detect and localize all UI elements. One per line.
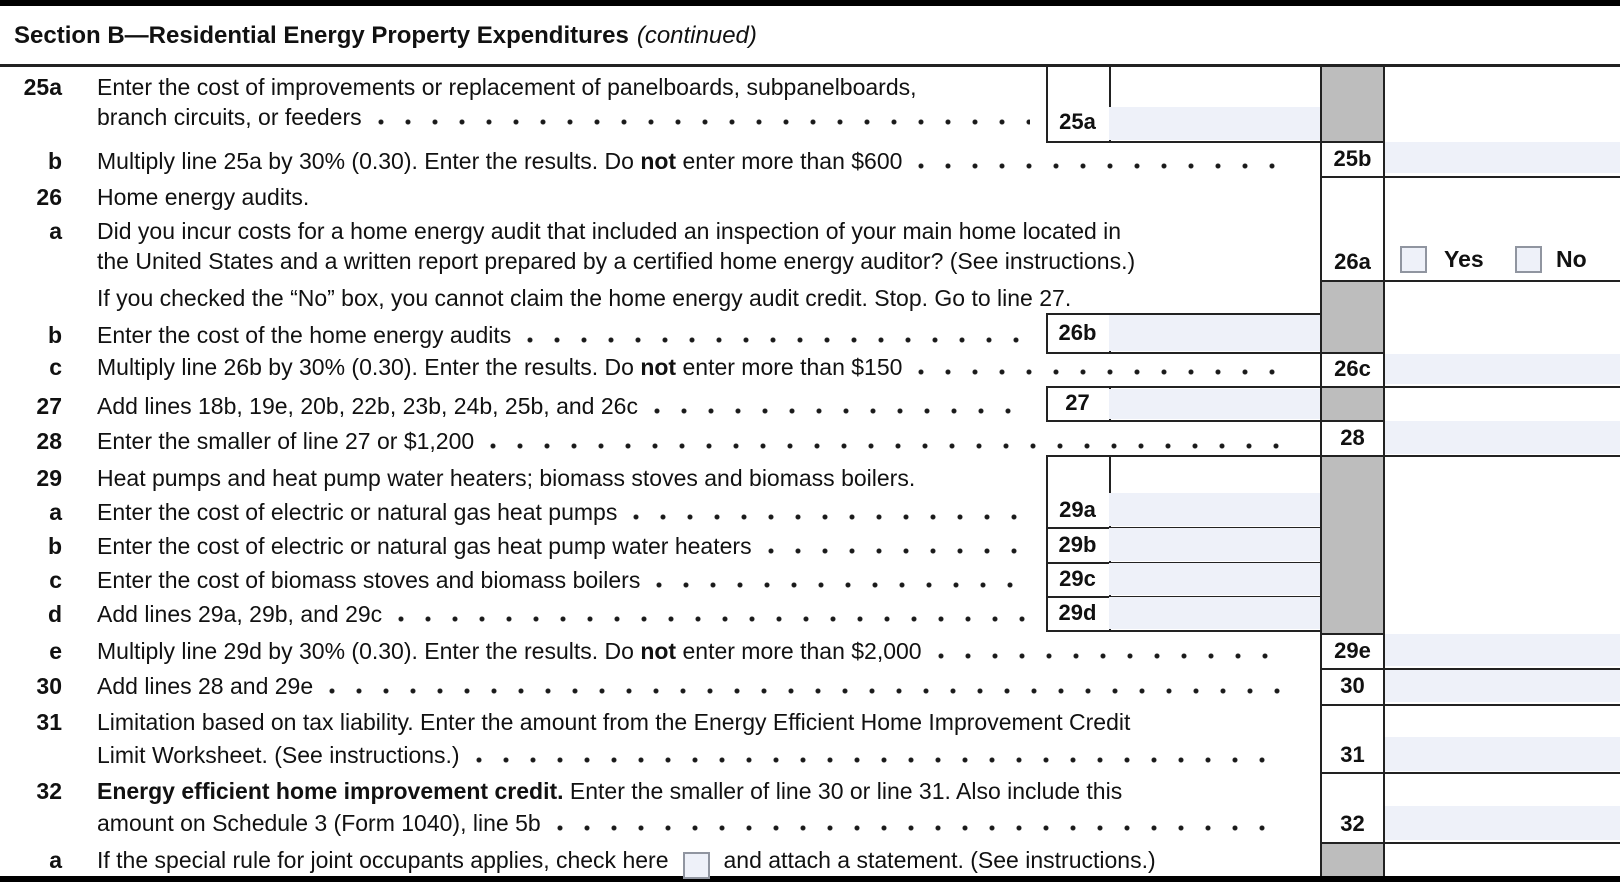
desc-31-line1 — [97, 709, 1130, 736]
dot-leader — [654, 408, 1030, 414]
dot-leader — [398, 616, 1030, 622]
desc-text: Enter the smaller of line 27 or $1,200 — [97, 428, 475, 454]
desc-32-line2 — [97, 810, 1295, 837]
line-number-25b: b — [47, 148, 62, 174]
line-number-26a: a — [49, 218, 62, 244]
box-label-27: 27 — [1065, 390, 1090, 415]
desc-text: Did you incur costs for a home energy audit that included an inspection of your main home located in — [97, 218, 1122, 244]
desc-text: Limit Worksheet. (See instructions.) — [97, 742, 460, 768]
top-border — [0, 0, 1620, 6]
line-number-31: 31 — [36, 709, 62, 735]
grid-hline — [1320, 772, 1620, 774]
line-number-32: 32 — [36, 778, 62, 804]
desc-29b — [97, 533, 1040, 560]
box-label-25b: 25b — [1333, 145, 1372, 171]
shaded-cell — [1322, 67, 1383, 141]
desc-text: amount on Schedule 3 (Form 1040), line 5b — [97, 810, 541, 836]
desc-26 — [97, 184, 309, 211]
desc-text: enter more than $2,000 — [676, 638, 922, 664]
amount-field-26b[interactable] — [1109, 315, 1320, 351]
amount-field-29e[interactable] — [1385, 634, 1620, 666]
shaded-cell — [1322, 282, 1383, 352]
line-number-32a: a — [49, 847, 62, 873]
no-checkbox-label: No — [1556, 246, 1587, 272]
desc-text: Enter the cost of improvements or replacement of panelboards, subpanelboards, — [97, 74, 917, 100]
amount-field-29a[interactable] — [1109, 493, 1320, 526]
box-label-25a: 25a — [1059, 109, 1096, 134]
no-checkbox-26a[interactable] — [1515, 246, 1542, 273]
desc-32-line1 — [97, 778, 1122, 805]
dot-leader — [656, 582, 1030, 588]
yes-checkbox-26a[interactable] — [1400, 246, 1427, 273]
box-label-29c: 29c — [1059, 566, 1096, 591]
desc-text: Multiply line 25a by 30% (0.30). Enter the results. Do — [97, 148, 641, 174]
desc-29e — [97, 638, 1295, 665]
dot-leader — [768, 548, 1030, 554]
desc-29a — [97, 499, 1040, 526]
desc-text: Heat pumps and heat pump water heaters; biomass stoves and biomass boilers. — [97, 465, 916, 491]
dot-leader — [378, 119, 1030, 125]
desc-text: Add lines 18b, 19e, 20b, 22b, 23b, 24b, 25b, and 26c — [97, 393, 638, 419]
line-number-26c: c — [49, 354, 62, 380]
desc-32a — [97, 847, 1156, 874]
amount-field-27[interactable] — [1109, 389, 1320, 419]
grid-hline — [1320, 704, 1620, 706]
amount-field-29b[interactable] — [1109, 528, 1320, 561]
desc-text: Multiply line 29d by 30% (0.30). Enter the results. Do — [97, 638, 641, 664]
dot-leader — [527, 337, 1030, 343]
desc-text: Enter the cost of electric or natural gas heat pump water heaters — [97, 533, 752, 559]
shaded-cell — [1322, 388, 1383, 420]
desc-text: If the special rule for joint occupants applies, check here — [97, 847, 669, 873]
line-number-25a: 25a — [23, 74, 62, 100]
shaded-cell — [1322, 457, 1383, 633]
dot-leader — [329, 688, 1285, 694]
box-label-26a: 26a — [1334, 248, 1371, 274]
amount-field-28[interactable] — [1385, 421, 1620, 454]
desc-text-bold: not — [640, 638, 677, 664]
dot-leader — [490, 443, 1285, 449]
note-26 — [97, 285, 1071, 312]
line-number-30: 30 — [36, 673, 62, 699]
desc-29 — [97, 465, 915, 492]
desc-26a-line1 — [97, 218, 1121, 245]
box-label-26c: 26c — [1334, 356, 1371, 381]
desc-27 — [97, 393, 1040, 420]
desc-text: Add lines 28 and 29e — [97, 673, 314, 699]
desc-29c — [97, 567, 1040, 594]
box-label-29b: 29b — [1058, 531, 1097, 557]
line-number-29d: d — [47, 601, 62, 627]
desc-25b — [97, 148, 1295, 175]
box-label-28: 28 — [1340, 424, 1365, 450]
dot-leader — [476, 757, 1285, 763]
desc-26c — [97, 354, 1295, 381]
line-number-27: 27 — [36, 393, 62, 419]
dot-leader — [918, 369, 1285, 375]
dot-leader — [938, 653, 1285, 659]
desc-text: Enter the cost of electric or natural gas heat pumps — [97, 499, 618, 525]
amount-field-29d[interactable] — [1109, 597, 1320, 629]
desc-text: Enter the smaller of line 30 or line 31. Also include this — [563, 778, 1123, 804]
desc-text: enter more than $600 — [676, 148, 903, 174]
amount-field-31[interactable] — [1385, 737, 1620, 771]
desc-26b — [97, 322, 1040, 349]
desc-text-bold: not — [640, 354, 677, 380]
line-number-29c: c — [49, 567, 62, 593]
desc-28 — [97, 428, 1295, 455]
desc-text: Limitation based on tax liability. Enter the amount from the Energy Efficient Home Improvement Credit — [97, 709, 1131, 735]
dot-leader — [918, 163, 1285, 169]
dot-leader — [557, 825, 1285, 831]
desc-31-line2 — [97, 742, 1295, 769]
desc-text-bold: not — [640, 148, 677, 174]
desc-text: Home energy audits. — [97, 184, 310, 210]
line-number-26: 26 — [36, 184, 62, 210]
desc-text-bold: Energy efficient home improvement credit. — [97, 778, 564, 804]
desc-text: and attach a statement. (See instructions.) — [723, 847, 1156, 873]
box-label-32: 32 — [1340, 811, 1365, 836]
line-number-29e: e — [49, 638, 62, 664]
desc-text: branch circuits, or feeders — [97, 104, 362, 130]
yes-checkbox-label: Yes — [1444, 246, 1484, 272]
dot-leader — [633, 514, 1030, 520]
desc-text: Enter the cost of the home energy audits — [97, 322, 512, 348]
amount-field-32[interactable] — [1385, 806, 1620, 840]
box-label-29a: 29a — [1059, 496, 1096, 522]
line-number-29b: b — [47, 533, 62, 559]
line-number-29a: a — [49, 499, 62, 525]
bottom-border — [0, 876, 1620, 882]
box-label-29d: 29d — [1058, 600, 1097, 625]
joint-occupants-checkbox[interactable] — [683, 852, 710, 879]
amount-field-25a[interactable] — [1109, 107, 1320, 140]
grid-hline — [1320, 176, 1620, 178]
desc-text: Add lines 29a, 29b, and 29c — [97, 601, 383, 627]
amount-field-25b[interactable] — [1385, 142, 1620, 173]
box-label-29e: 29e — [1334, 637, 1371, 663]
desc-text: the United States and a written report prepared by a certified home energy auditor? (See instructions.) — [97, 248, 1136, 274]
amount-field-30[interactable] — [1385, 670, 1620, 702]
desc-text: Enter the cost of biomass stoves and biomass boilers — [97, 567, 641, 593]
note-text: If you checked the “No” box, you cannot claim the home energy audit credit. Stop. Go to line 27. — [97, 285, 1072, 311]
desc-25a-line2 — [97, 104, 1040, 131]
box-label-30: 30 — [1340, 673, 1365, 698]
section-title: Section B—Residential Energy Property Expenditures — [14, 22, 629, 49]
desc-26a-line2 — [97, 248, 1135, 275]
amount-field-26c[interactable] — [1385, 354, 1620, 384]
section-header — [14, 22, 757, 50]
shaded-cell — [1322, 844, 1383, 876]
grid-hline — [1046, 630, 1320, 632]
line-number-26b: b — [47, 322, 62, 348]
desc-30 — [97, 673, 1295, 700]
line-number-29: 29 — [36, 465, 62, 491]
section-title-continued: (continued) — [636, 22, 757, 49]
desc-25a-line1 — [97, 74, 917, 101]
desc-29d — [97, 601, 1040, 628]
amount-field-29c[interactable] — [1109, 563, 1320, 595]
line-number-28: 28 — [36, 428, 62, 454]
desc-text: Multiply line 26b by 30% (0.30). Enter the results. Do — [97, 354, 641, 380]
desc-text: enter more than $150 — [676, 354, 903, 380]
box-label-26b: 26b — [1058, 319, 1097, 345]
box-label-31: 31 — [1340, 741, 1365, 767]
